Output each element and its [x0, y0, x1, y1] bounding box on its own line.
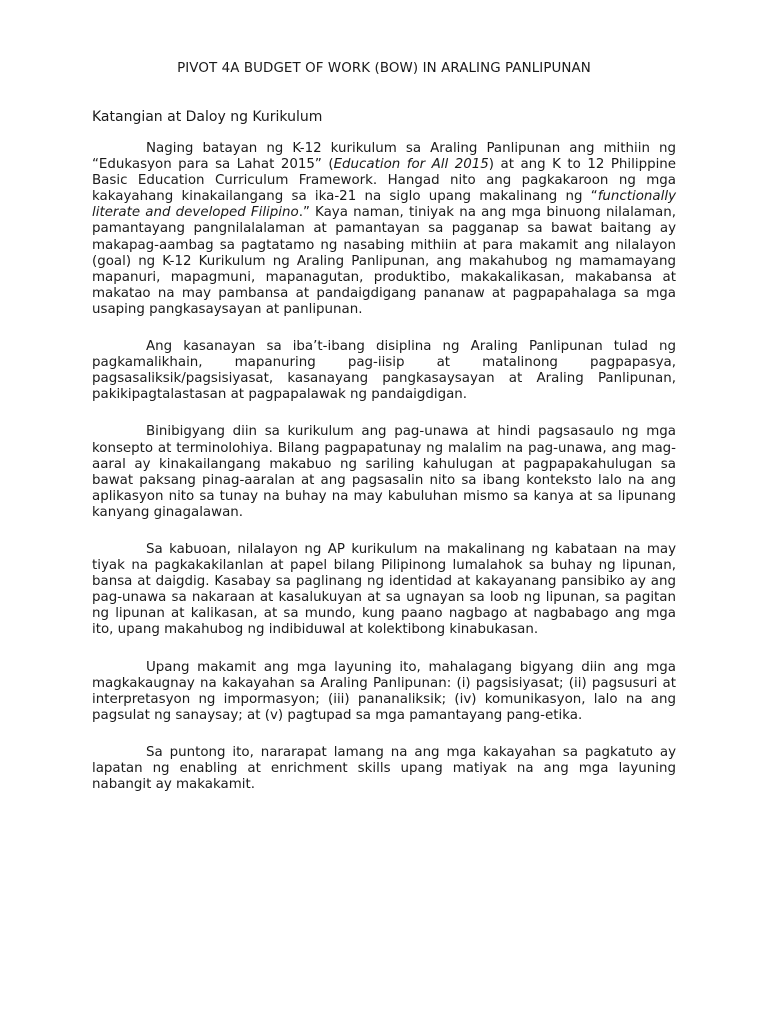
document-body	[92, 141, 676, 814]
paragraph-6: Sa puntong ito, nararapat lamang na ang mga kakayahan sa pagkatuto ay lapatan ng enabling at enrichment skills upang matiyak na ang mga layuning nabangit ay makakamit.	[92, 744, 676, 793]
document-title: PIVOT 4A BUDGET OF WORK (BOW) IN ARALING PANLIPUNAN	[177, 61, 591, 76]
paragraph-1	[92, 141, 676, 318]
paragraph-1-part-3: .” Kaya naman, tiniyak na ang mga binuong nilalaman, pamantayang pangnilalalaman at pamantayan sa pagganap sa bawat baitang ay makapag-aambag sa pagtatamo ng nasabing mithiin at para makamit ang nilalayon (goal) ng K-12 Kurikulum ng Araling Panlipunan, ang makahubog ng mamamayang mapanuri, mapagmuni, mapanagutan, produktibo, makakalikasan, makabansa at makatao na may pambansa at pandaigdigang pananaw at pagpapahalaga sa mga usaping pangkasaysayan at panlipunan.	[92, 205, 676, 317]
paragraph-3: Binibigyang diin sa kurikulum ang pag-unawa at hindi pagsasaulo ng mga konsepto at terminolohiya. Bilang pagpapatunay ng malalim na pag-unawa, ang mag-aaral ay kinakailangang makabuo ng sariling kahulugan at pagpapakahulugan sa bawat paksang pinag-aaralan at ang pagsasalin nito sa ibang konteksto lalo na ang aplikasyon nito sa tunay na buhay na may kabuluhan mismo sa kanya at sa lipunang kanyang ginagalawan.	[92, 424, 676, 520]
paragraph-1-italic-1: Education for All 2015	[333, 157, 489, 173]
paragraph-1-italic-2: functionally literate and developed Filipino	[92, 189, 676, 221]
paragraph-1-part-1: Naging batayan ng K-12 kurikulum sa Araling Panlipunan ang mithiin ng “Edukasyon para sa Lahat 2015” (	[92, 141, 676, 173]
section-heading: Katangian at Daloy ng Kurikulum	[92, 109, 323, 125]
paragraph-5: Upang makamit ang mga layuning ito, mahalagang bigyang diin ang mga magkakaugnay na kakayahan sa Araling Panlipunan: (i) pagsisiyasat; (ii) pagsusuri at interpretasyon ng impormasyon; (iii) pananaliksik; (iv) komunikasyon, lalo na ang pagsulat ng sanaysay; at (v) pagtupad sa mga pamantayang pang-etika.	[92, 659, 676, 723]
paragraph-4: Sa kabuoan, nilalayon ng AP kurikulum na makalinang ng kabataan na may tiyak na pagkakakilanlan at papel bilang Pilipinong lumalahok sa buhay ng lipunan, bansa at daigdig. Kasabay sa paglinang ng identidad at kakayanang pansibiko ay ang pag-unawa sa nakaraan at kasalukuyan at sa ugnayan sa loob ng lipunan, sa pagitan ng lipunan at kalikasan, at sa mundo, kung paano nagbago at nagbabago ang mga ito, upang makahubog ng indibiduwal at kolektibong kinabukasan.	[92, 541, 676, 638]
paragraph-2: Ang kasanayan sa iba’t-ibang disiplina ng Araling Panlipunan tulad ng pagkamalikhain, mapanuring pag-iisip at matalinong pagpapasya, pagsasaliksik/pagsisiyasat, kasanayang pangkasaysayan at Araling Panlipunan, pakikipagtalastasan at pagpapalawak ng pandaigdigan.	[92, 339, 676, 403]
paragraph-1-part-2: ) at ang K to 12 Philippine Basic Education Curriculum Framework. Hangad nito ang pagkakaroon ng mga kakayahang kinakailangang sa ika-21 na siglo upang makalinang ng “	[92, 157, 677, 205]
